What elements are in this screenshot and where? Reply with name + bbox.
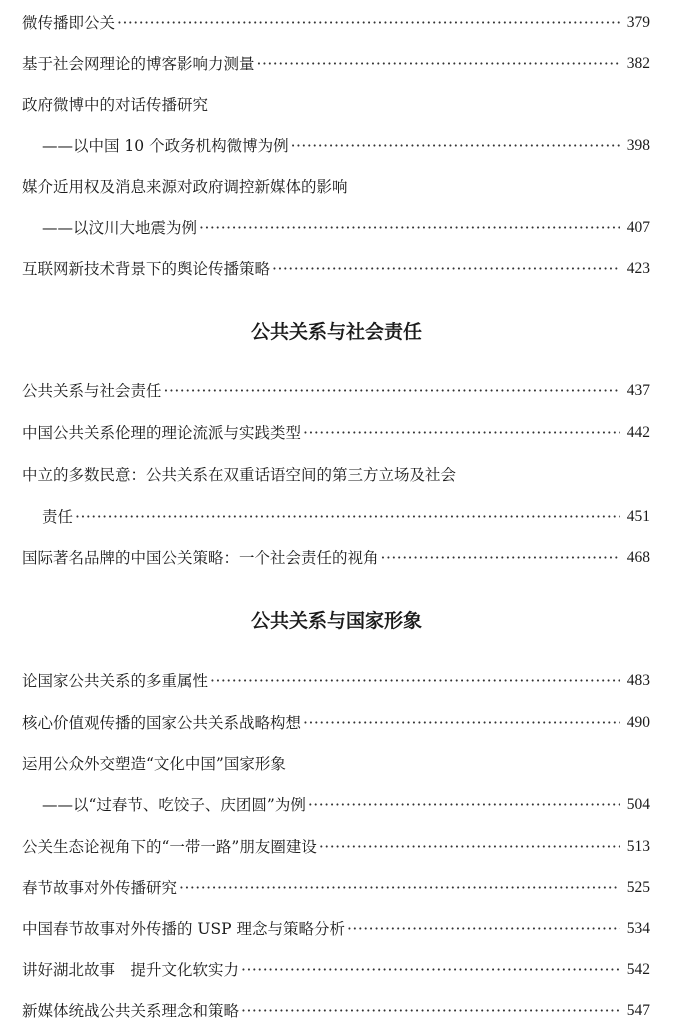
toc-entry-title: 媒介近用权及消息来源对政府调控新媒体的影响 [22, 178, 348, 196]
toc-entry-page: 442 [626, 424, 650, 441]
toc-entry-title: 论国家公共关系的多重属性 [22, 672, 209, 690]
toc-entry-page: 490 [626, 714, 650, 731]
toc-entry-subtitle[interactable] [42, 215, 650, 241]
toc-entry-title: 基于社会网理论的博客影响力测量 [22, 55, 255, 73]
toc-entry[interactable] [22, 462, 650, 488]
dot-leader [319, 834, 620, 860]
dot-leader [199, 215, 620, 241]
dot-leader [179, 875, 620, 901]
toc-entry-page: 437 [626, 382, 650, 399]
dot-leader [164, 378, 620, 404]
toc-entry-page: 468 [626, 549, 650, 566]
toc-entry-title: 中国公共关系伦理的理论流派与实践类型 [22, 424, 302, 442]
toc-entry-title: ——以中国 10 个政务机构微博为例 [42, 137, 289, 155]
dot-leader [303, 420, 620, 446]
toc-entry[interactable] [22, 834, 650, 860]
toc-entry-page: 483 [626, 672, 650, 689]
dot-leader [347, 916, 620, 942]
toc-entry-title: 公共关系与社会责任 [22, 382, 162, 400]
dot-leader [241, 957, 620, 983]
toc-entry[interactable] [22, 10, 650, 36]
toc-entry-title: 政府微博中的对话传播研究 [22, 96, 209, 114]
dot-leader [272, 256, 620, 282]
toc-entry-title: 讲好湖北故事 提升文化软实力 [22, 961, 240, 979]
toc-entry[interactable] [22, 378, 650, 404]
toc-entry-page: 525 [626, 879, 650, 896]
toc-entry-page: 407 [626, 219, 650, 236]
toc-entry-page: 423 [626, 260, 650, 277]
dot-leader [257, 51, 620, 77]
toc-entry[interactable] [22, 751, 650, 777]
toc-entry-title: 春节故事对外传播研究 [22, 879, 178, 897]
toc-entry-page: 534 [626, 920, 650, 937]
toc-entry[interactable] [22, 957, 650, 983]
toc-entry[interactable] [22, 545, 650, 571]
toc-entry-title: 互联网新技术背景下的舆论传播策略 [22, 260, 271, 278]
toc-entry[interactable] [22, 875, 650, 901]
toc-entry-title: 微传播即公关 [22, 14, 116, 32]
dot-leader [303, 710, 620, 736]
toc-entry-title: 中国春节故事对外传播的 USP 理念与策略分析 [22, 920, 345, 938]
toc-entry-title: 公关生态论视角下的“一带一路”朋友圈建设 [22, 838, 317, 856]
toc-entry[interactable] [22, 420, 650, 446]
toc-entry[interactable] [22, 51, 650, 77]
toc-entry-title: 核心价值观传播的国家公共关系战略构想 [22, 714, 302, 732]
toc-entry[interactable] [22, 710, 650, 736]
dot-leader [75, 504, 620, 530]
toc-entry-page: 547 [626, 1002, 650, 1019]
toc-entry[interactable] [22, 916, 650, 942]
toc-entry-page: 542 [626, 961, 650, 978]
section-heading: 公共关系与国家形象 [250, 610, 422, 632]
toc-entry[interactable] [22, 92, 650, 118]
dot-leader [117, 10, 620, 36]
toc-entry-title: 新媒体统战公共关系理念和策略 [22, 1002, 240, 1020]
toc-entry[interactable] [22, 668, 650, 694]
toc-entry-continuation[interactable] [42, 504, 650, 530]
dot-leader [381, 545, 620, 571]
toc-entry-page: 504 [626, 796, 650, 813]
dot-leader [308, 792, 620, 818]
toc-entry-page: 398 [626, 137, 650, 154]
toc-entry[interactable] [22, 256, 650, 282]
toc-entry-title: 国际著名品牌的中国公关策略：一个社会责任的视角 [22, 549, 379, 567]
dot-leader [241, 998, 620, 1024]
toc-entry-title: 责任 [42, 508, 74, 526]
toc-entry-title: 运用公众外交塑造“文化中国”国家形象 [22, 755, 286, 773]
toc-entry-page: 513 [626, 838, 650, 855]
dot-leader [291, 133, 620, 159]
toc-entry-page: 382 [626, 55, 650, 72]
toc-entry[interactable] [22, 174, 650, 200]
toc-entry-title: ——以“过春节、吃饺子、庆团圆”为例 [42, 796, 306, 814]
toc-entry-page: 451 [626, 508, 650, 525]
toc-entry-page: 379 [626, 14, 650, 31]
section-heading: 公共关系与社会责任 [250, 321, 422, 343]
dot-leader [210, 668, 620, 694]
toc-entry-title: ——以汶川大地震为例 [42, 219, 198, 237]
toc-entry-title: 中立的多数民意：公共关系在双重话语空间的第三方立场及社会 [22, 466, 457, 484]
toc-entry-subtitle[interactable] [42, 792, 650, 818]
toc-entry-subtitle[interactable] [42, 133, 650, 159]
toc-entry[interactable] [22, 998, 650, 1024]
